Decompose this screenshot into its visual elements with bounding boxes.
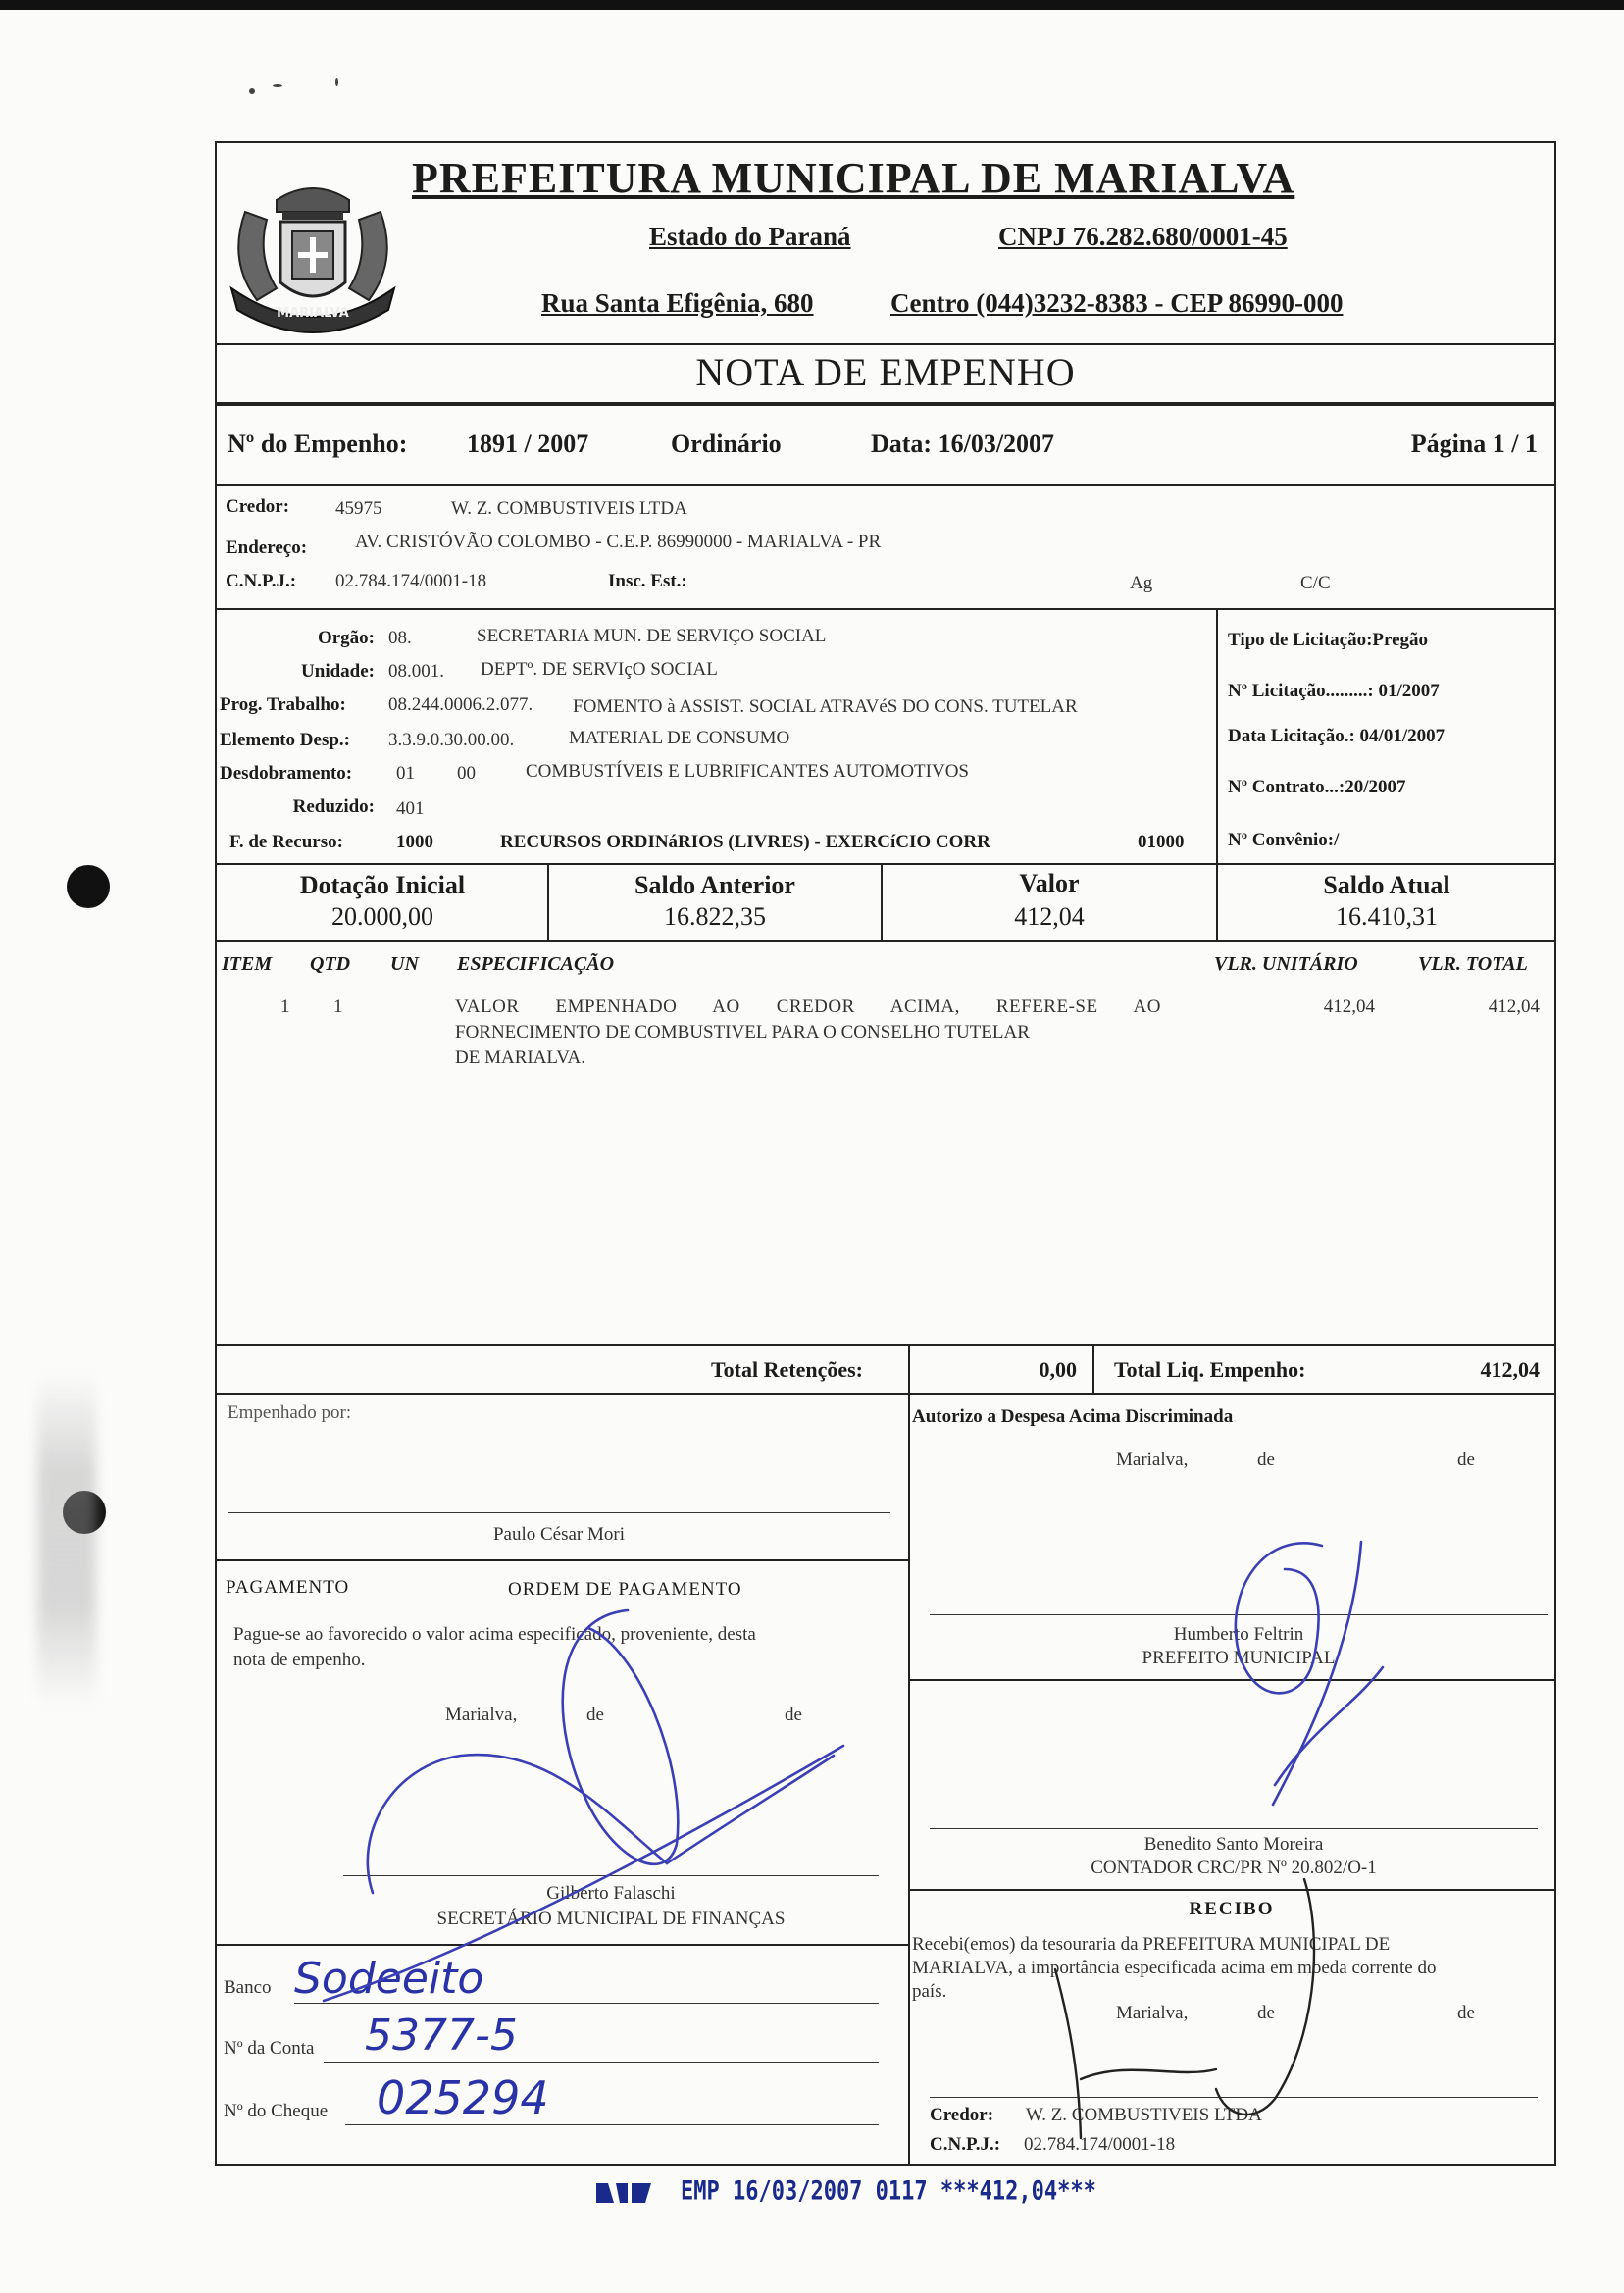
row-spec-line-2: FORNECIMENTO DE COMBUSTIVEL PARA O CONSELHO TUTELAR xyxy=(455,1022,1030,1043)
recibo-line-1: Recebi(emos) da tesouraria da PREFEITURA MUNICIPAL DE xyxy=(912,1934,1391,1955)
reduzido-code: 401 xyxy=(396,798,425,819)
orgao-name: SECRETARIA MUN. DE SERVIÇO SOCIAL xyxy=(477,626,827,646)
scan-top-edge xyxy=(0,0,1624,10)
reduzido-label: Reduzido: xyxy=(292,796,375,817)
bank-stamp-icon xyxy=(594,2179,653,2207)
recibo-credor-label: Credor: xyxy=(930,2105,994,2125)
scan-smudge xyxy=(37,1373,96,1707)
secretario-name: Gilberto Falaschi xyxy=(546,1883,676,1904)
cnpj-label: C.N.P.J.: xyxy=(226,571,297,591)
municipality-contact: Centro (044)3232-8383 - CEP 86990-000 xyxy=(890,288,1344,318)
banco-handwritten: Sodeeito xyxy=(294,1954,484,2004)
empenhado-por-label: Empenhado por: xyxy=(228,1402,352,1423)
scan-speck xyxy=(273,84,282,87)
total-liquido-label: Total Liq. Empenho: xyxy=(1114,1357,1306,1382)
prog-trabalho-code: 08.244.0006.2.077. xyxy=(388,694,533,715)
row-item: 1 xyxy=(280,996,290,1017)
secretario-title: SECRETÁRIO MUNICIPAL DE FINANÇAS xyxy=(436,1909,786,1929)
col-especificacao: ESPECIFICAÇÃO xyxy=(457,953,615,975)
municipality-address: Rua Santa Efigênia, 680 xyxy=(541,288,814,318)
ordem-city: Marialva, xyxy=(445,1705,518,1725)
saldo-anterior-value: 16.822,35 xyxy=(664,902,766,931)
bank-authentication-stamp: EMP 16/03/2007 0117 ***412,04*** xyxy=(681,2176,1096,2207)
unidade-code: 08.001. xyxy=(388,661,444,682)
recibo-credor-name: W. Z. COMBUSTIVEIS LTDA xyxy=(1026,2105,1262,2125)
saldo-atual-value: 16.410,31 xyxy=(1336,902,1438,931)
page-number: Página 1 / 1 xyxy=(1410,430,1538,458)
elemento-code: 3.3.9.0.30.00.00. xyxy=(388,730,515,750)
credor-label: Credor: xyxy=(226,496,290,517)
ordem-de-1: de xyxy=(586,1705,604,1725)
saldo-anterior-label: Saldo Anterior xyxy=(634,871,795,899)
contador-name: Benedito Santo Moreira xyxy=(1143,1834,1324,1855)
address-label: Endereço: xyxy=(226,537,308,558)
col-un: UN xyxy=(390,953,419,975)
empenho-type: Ordinário xyxy=(671,430,782,458)
unidade-label: Unidade: xyxy=(301,661,375,682)
fonte-recurso-label: F. de Recurso: xyxy=(229,832,343,852)
account-label: C/C xyxy=(1300,573,1331,593)
prog-trabalho-label: Prog. Trabalho: xyxy=(220,694,346,715)
numero-licitacao: Nº Licitação.........: 01/2007 xyxy=(1228,681,1440,701)
pague-se-line-1: Pague-se ao favorecido o valor acima especificado, proveniente, desta xyxy=(233,1624,756,1645)
orgao-label: Orgão: xyxy=(317,628,375,648)
prefeito-title: PREFEITO MUNICIPAL xyxy=(1142,1648,1336,1668)
numero-contrato: Nº Contrato...:20/2007 xyxy=(1228,777,1406,797)
recibo-de-1: de xyxy=(1257,2003,1275,2023)
row-valor-unitario: 412,04 xyxy=(1323,996,1375,1017)
pagamento-title: PAGAMENTO xyxy=(226,1577,350,1598)
empenhado-por-name: Paulo César Mori xyxy=(492,1524,626,1545)
banco-label: Banco xyxy=(224,1977,272,1998)
insc-est-label: Insc. Est.: xyxy=(608,571,687,591)
row-valor-total: 412,04 xyxy=(1488,996,1540,1017)
cheque-label: Nº do Cheque xyxy=(224,2101,329,2121)
punch-hole-top xyxy=(67,865,110,908)
conta-handwritten: 5377-5 xyxy=(365,2011,518,2061)
data-licitacao: Data Licitação.: 04/01/2007 xyxy=(1228,726,1446,746)
col-valor-total: VLR. TOTAL xyxy=(1418,953,1528,975)
autorizo-de-1: de xyxy=(1257,1450,1275,1470)
total-retencoes-value: 0,00 xyxy=(1039,1357,1077,1382)
autorizo-city: Marialva, xyxy=(1116,1450,1189,1470)
credor-address: AV. CRISTÓVÃO COLOMBO - C.E.P. 86990000 - MARIALVA - PR xyxy=(355,532,882,552)
orgao-code: 08. xyxy=(388,628,412,648)
ordem-pagamento-title: ORDEM DE PAGAMENTO xyxy=(508,1579,742,1600)
desdobramento-code-2: 00 xyxy=(457,763,476,784)
tipo-licitacao: Tipo de Licitação:Pregão xyxy=(1228,630,1429,650)
dotacao-inicial-value: 20.000,00 xyxy=(331,902,433,931)
prog-trabalho-name: FOMENTO à ASSIST. SOCIAL ATRAVéS DO CONS. TUTELAR xyxy=(573,696,1078,717)
conta-label: Nº da Conta xyxy=(224,2038,315,2059)
ordem-de-2: de xyxy=(785,1705,802,1725)
unidade-name: DEPTº. DE SERVIçO SOCIAL xyxy=(481,659,718,680)
recibo-cnpj-label: C.N.P.J.: xyxy=(930,2134,1001,2155)
elemento-label: Elemento Desp.: xyxy=(220,730,350,750)
dotacao-inicial-label: Dotação Inicial xyxy=(299,871,466,899)
autorizo-de-2: de xyxy=(1457,1450,1475,1470)
fonte-recurso-code: 1000 xyxy=(396,832,433,852)
state-name: Estado do Paraná xyxy=(649,222,851,251)
desdobramento-code-1: 01 xyxy=(396,763,415,784)
elemento-name: MATERIAL DE CONSUMO xyxy=(569,728,790,748)
credor-cnpj: 02.784.174/0001-18 xyxy=(335,571,487,591)
crest-banner-text: MARIALVA xyxy=(277,306,349,321)
scan-speck xyxy=(335,78,338,86)
fonte-recurso-code-2: 01000 xyxy=(1138,832,1185,852)
credor-code: 45975 xyxy=(335,498,382,519)
saldo-atual-label: Saldo Atual xyxy=(1323,871,1450,899)
autorizo-label: Autorizo a Despesa Acima Discriminada xyxy=(912,1406,1234,1427)
desdobramento-name: COMBUSTÍVEIS E LUBRIFICANTES AUTOMOTIVOS xyxy=(526,761,969,782)
empenho-number-label: Nº do Empenho: xyxy=(228,430,408,458)
cheque-handwritten: 025294 xyxy=(377,2071,549,2124)
municipality-cnpj: CNPJ 76.282.680/0001-45 xyxy=(998,222,1288,251)
municipal-crest-icon xyxy=(218,173,408,337)
row-spec-line-3: DE MARIALVA. xyxy=(455,1047,586,1068)
scan-speck xyxy=(249,88,255,94)
empenho-number: 1891 / 2007 xyxy=(467,430,589,458)
contador-title: CONTADOR CRC/PR Nº 20.802/O-1 xyxy=(1091,1858,1377,1878)
municipality-title: PREFEITURA MUNICIPAL DE MARIALVA xyxy=(412,154,1295,202)
recibo-line-3: país. xyxy=(912,1981,947,2002)
valor-label: Valor xyxy=(1019,869,1080,897)
row-qtd: 1 xyxy=(333,996,343,1017)
row-spec-line-1: VALOR EMPENHADO AO CREDOR ACIMA, REFERE-SE AO xyxy=(455,996,1161,1017)
fonte-recurso-name: RECURSOS ORDINáRIOS (LIVRES) - EXERCíCIO CORR xyxy=(500,832,990,852)
col-qtd: QTD xyxy=(310,953,351,975)
document-title: NOTA DE EMPENHO xyxy=(695,350,1076,394)
desdobramento-label: Desdobramento: xyxy=(220,763,353,784)
total-liquido-value: 412,04 xyxy=(1480,1357,1540,1382)
valor-value: 412,04 xyxy=(1014,902,1085,931)
pague-se-line-2: nota de empenho. xyxy=(233,1650,366,1670)
col-item: ITEM xyxy=(222,953,273,975)
prefeito-name: Humberto Feltrin xyxy=(1173,1624,1304,1645)
recibo-cnpj: 02.784.174/0001-18 xyxy=(1024,2134,1176,2155)
total-retencoes-label: Total Retenções: xyxy=(711,1357,863,1382)
recibo-title: RECIBO xyxy=(1189,1899,1275,1919)
numero-convenio: Nº Convênio:/ xyxy=(1228,830,1340,850)
recibo-city: Marialva, xyxy=(1116,2003,1189,2023)
credor-name: W. Z. COMBUSTIVEIS LTDA xyxy=(451,498,687,519)
col-valor-unitario: VLR. UNITÁRIO xyxy=(1214,953,1358,975)
empenho-date: Data: 16/03/2007 xyxy=(871,430,1055,458)
agency-label: Ag xyxy=(1130,573,1153,593)
recibo-line-2: MARIALVA, a importância especificada acima em moeda corrente do xyxy=(912,1958,1437,1978)
recibo-de-2: de xyxy=(1457,2003,1475,2023)
